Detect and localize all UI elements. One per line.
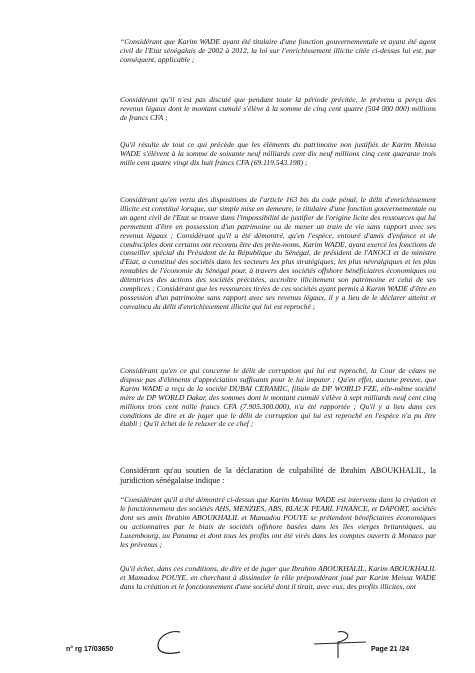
paragraph-3: Qu'il résulte de tout ce qui précède que les éléments du patrimoine non justifiés de Karim Meissa WADE s'élèvent à la somme de soixante neuf milliards cent dix neuf millions cinq cent quarante trois mille cent quatre vingt dix huit francs CFA (69.119.543.198) ; [120, 140, 436, 167]
paragraph-4: Considérant qu'en vertu des dispositions de l'article 163 bis du code pénal, le délit d'enrichissement illicite est constitué lorsque, sur simple mise en demeure, le titulaire d'une fonction gouvernementale ou un agent civil de l'Etat se trouve dans l'impossibilité de justifier de l'origine licite des ressources qui lui permettent d'être en possession d'un patrimoine ou de mener un train de vie sans rapport avec ses revenus légaux ; Considérant qu'il a été démontré, qu'en l'espèce, entouré d'amis d'enfance et de condisciples dont certains ont reconnu être des prête-noms, Karim WADE, ayant exercé les fonctions de conseiller spécial du Président de la République du Sénégal, de président de l'ANOCI et de ministre d'Etat, a constitué des sociétés dans les secteurs les plus stratégiques, les plus névralgiques et les plus rentables de l'économie du Sénégal pour, à travers des sociétés offshore bénéficiaires économiques ou détentrices des actions des sociétés précitées, accroître illicitement son patrimoine et celui de ses complices ; Considérant que les ressources tirées de ces sociétés ayant permis à Karim WADE d'être en possession d'un patrimoine sans rapport avec ses revenus légaux, il y a lieu de le déclarer atteint et convaincu du délit d'enrichissement illicite qui lui est reproché ; [120, 195, 436, 311]
paragraph-5: Considérant qu'en ce qui concerne le délit de corruption qui lui est reproché, la Cour de céans ne dispose pas d'éléments d'appréciation suffisants pour le lui imputer ; Qu'en effet, aucune preuve, que Karim WADE a reçu de la société DUBAI CERAMIC, filiale de DP WORLD FZE, elle-même société mère de DP WORLD Dakar, des sommes dont le montant cumulé s'élève à sept milliards neuf cent cinq millions trois cent mille francs CFA (7.905.300.000), n'a été rapportée ; Qu'il y a lieu dans ces conditions de dire et de juger que le délit de corruption qui lui est reproché en l'espèce n'a pu être établi ; Qu'il échet de le relaxer de ce chef ; [120, 366, 436, 429]
initials-signature-icon [150, 628, 190, 658]
paragraph-1: “Considérant que Karim WADE ayant été titulaire d'une fonction gouvernementale et ayant été agent civil de l'Etat sénégalais de 2002 à 2012, la loi sur l'enrichissement illicite citée ci-dessus lui est, par conséquent, applicable ; [120, 37, 436, 64]
paragraph-7: “Considérant qu'il a été démontré ci-dessus que Karim Meissa WADE est intervenu dans la création et le fonctionnement des sociétés AHS, MENZIES, ABS, BLACK PEARL FINANCE, et DAPORT, sociétés dont ses amis Ibrahim ABOUKHALIL et Mamadou POUYE se prétendent bénéficiaires économiques ou actionnaires par le biais de sociétés offshore basées dans les îles vierges britanniques, au Luxembourg, au Panama et dont tous les profits ont été virés dans les comptes ouverts à Monaco par les prévenus ; [120, 495, 436, 549]
paragraph-8: Qu'il échet, dans ces conditions, de dire et de juger que Ibrahim ABOUKHALIL, Karim ABOUKHALIL et Mamadou POUYE, en cherchant à dissimuler le rôle prépondérant joué par Karim Meissa WADE dans la création et le fonctionnement d'une société dont il tirait, avec eux, des profits illicites, ont [120, 564, 436, 591]
paraph-signature-icon [312, 628, 368, 660]
page-number: Page 21 /24 [371, 646, 410, 653]
case-reference: n° rg 17/03650 [66, 646, 114, 653]
paragraph-6: Considérant qu'au soutien de la déclaration de culpabilité de Ibrahim ABOUKHALIL, la juridiction sénégalaise indique : [120, 466, 436, 485]
paragraph-2: Considérant qu'il n'est pas discuté que pendant toute la période précitée, le prévenu a perçu des revenus légaux dont le montant cumulé s'élève à la somme de cinq cent quatre (504 000 000) millions de francs CFA ; [120, 95, 436, 122]
